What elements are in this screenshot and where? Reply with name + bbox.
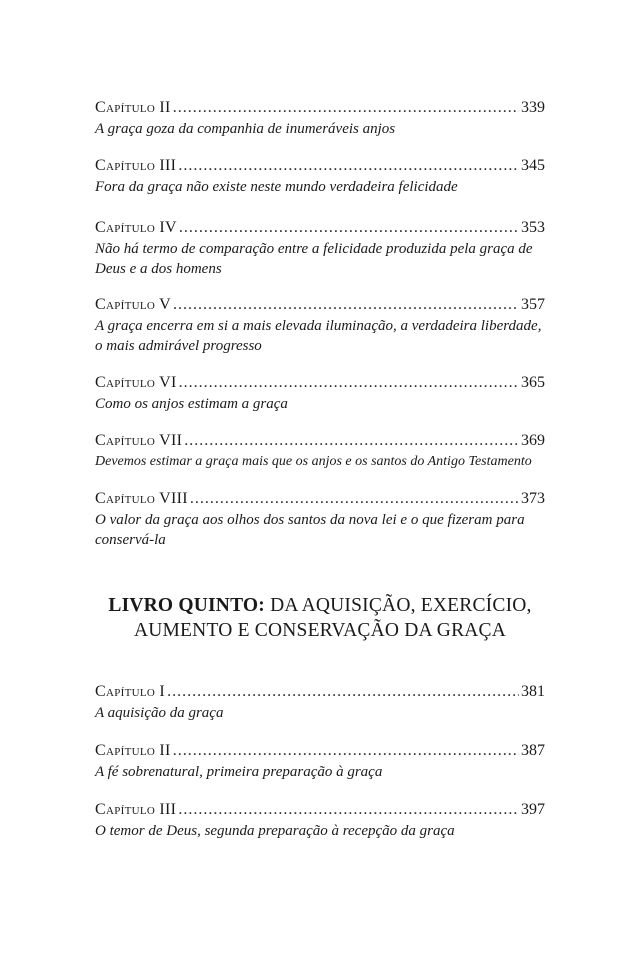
page-number: 369 <box>521 432 545 449</box>
dot-leader <box>190 489 519 509</box>
chapter-label: Capítulo VIII <box>95 490 188 507</box>
toc-list-top <box>95 98 545 550</box>
chapter-label: Capítulo VI <box>95 374 177 391</box>
chapter-label: Capítulo III <box>95 157 177 174</box>
dot-leader <box>179 373 519 393</box>
toc-entry <box>95 156 545 218</box>
page-number: 353 <box>521 219 545 236</box>
dot-leader <box>184 431 519 451</box>
toc-entry <box>95 295 545 373</box>
book-heading-label: LIVRO QUINTO: <box>108 595 265 616</box>
chapter-label: Capítulo I <box>95 683 166 700</box>
toc-list-bottom <box>95 682 545 841</box>
chapter-subtitle: O temor de Deus, segunda preparação à recepção da graça <box>95 823 455 839</box>
page-number: 397 <box>521 801 545 818</box>
toc-entry <box>95 489 545 550</box>
page-number: 387 <box>521 742 545 759</box>
page-number: 365 <box>521 374 545 391</box>
dot-leader <box>167 682 519 702</box>
chapter-subtitle: Fora da graça não existe neste mundo verdadeira felicidade <box>95 179 458 195</box>
chapter-subtitle: Devemos estimar a graça mais que os anjos e os santos do Antigo Testamento <box>95 454 532 469</box>
book-heading-title-part-1: DA AQUISIÇÃO, EXERCÍCIO, <box>265 595 532 616</box>
chapter-label: Capítulo VII <box>95 432 183 449</box>
chapter-subtitle: A graça encerra em si a mais elevada iluminação, a verdadeira liberdade, o mais admirável progresso <box>95 318 542 354</box>
chapter-subtitle: A graça goza da companhia de inumeráveis anjos <box>95 121 396 137</box>
chapter-label: Capítulo V <box>95 296 171 313</box>
toc-entry <box>95 218 545 295</box>
book-section-heading <box>0 593 640 643</box>
dot-leader <box>179 218 519 238</box>
chapter-label: Capítulo IV <box>95 219 177 236</box>
chapter-subtitle: A aquisição da graça <box>95 705 224 721</box>
toc-entry <box>95 373 545 431</box>
chapter-subtitle: Como os anjos estimam a graça <box>95 396 288 412</box>
chapter-subtitle: Não há termo de comparação entre a felicidade produzida pela graça de Deus e a dos homens <box>95 241 533 277</box>
chapter-label: Capítulo II <box>95 742 171 759</box>
page-number: 339 <box>521 99 545 116</box>
dot-leader <box>178 800 519 820</box>
toc-entry <box>95 741 545 800</box>
chapter-label: Capítulo III <box>95 801 177 818</box>
book-heading-title-part-2: AUMENTO E CONSERVAÇÃO DA GRAÇA <box>133 620 507 641</box>
chapter-subtitle: A fé sobrenatural, primeira preparação à graça <box>95 764 383 780</box>
toc-entry <box>95 682 545 741</box>
toc-entry <box>95 98 545 156</box>
page-number: 345 <box>521 157 545 174</box>
dot-leader <box>178 156 519 176</box>
page-number: 381 <box>521 683 545 700</box>
book-heading-line-1 <box>0 593 640 618</box>
page-number: 373 <box>521 490 545 507</box>
dot-leader <box>173 98 519 118</box>
dot-leader <box>173 741 519 761</box>
page-number: 357 <box>521 296 545 313</box>
dot-leader <box>173 295 519 315</box>
toc-entry <box>95 800 545 841</box>
chapter-label: Capítulo II <box>95 99 171 116</box>
toc-entry <box>95 431 545 489</box>
chapter-subtitle: O valor da graça aos olhos dos santos da nova lei e o que fizeram para conservá-la <box>95 512 525 548</box>
